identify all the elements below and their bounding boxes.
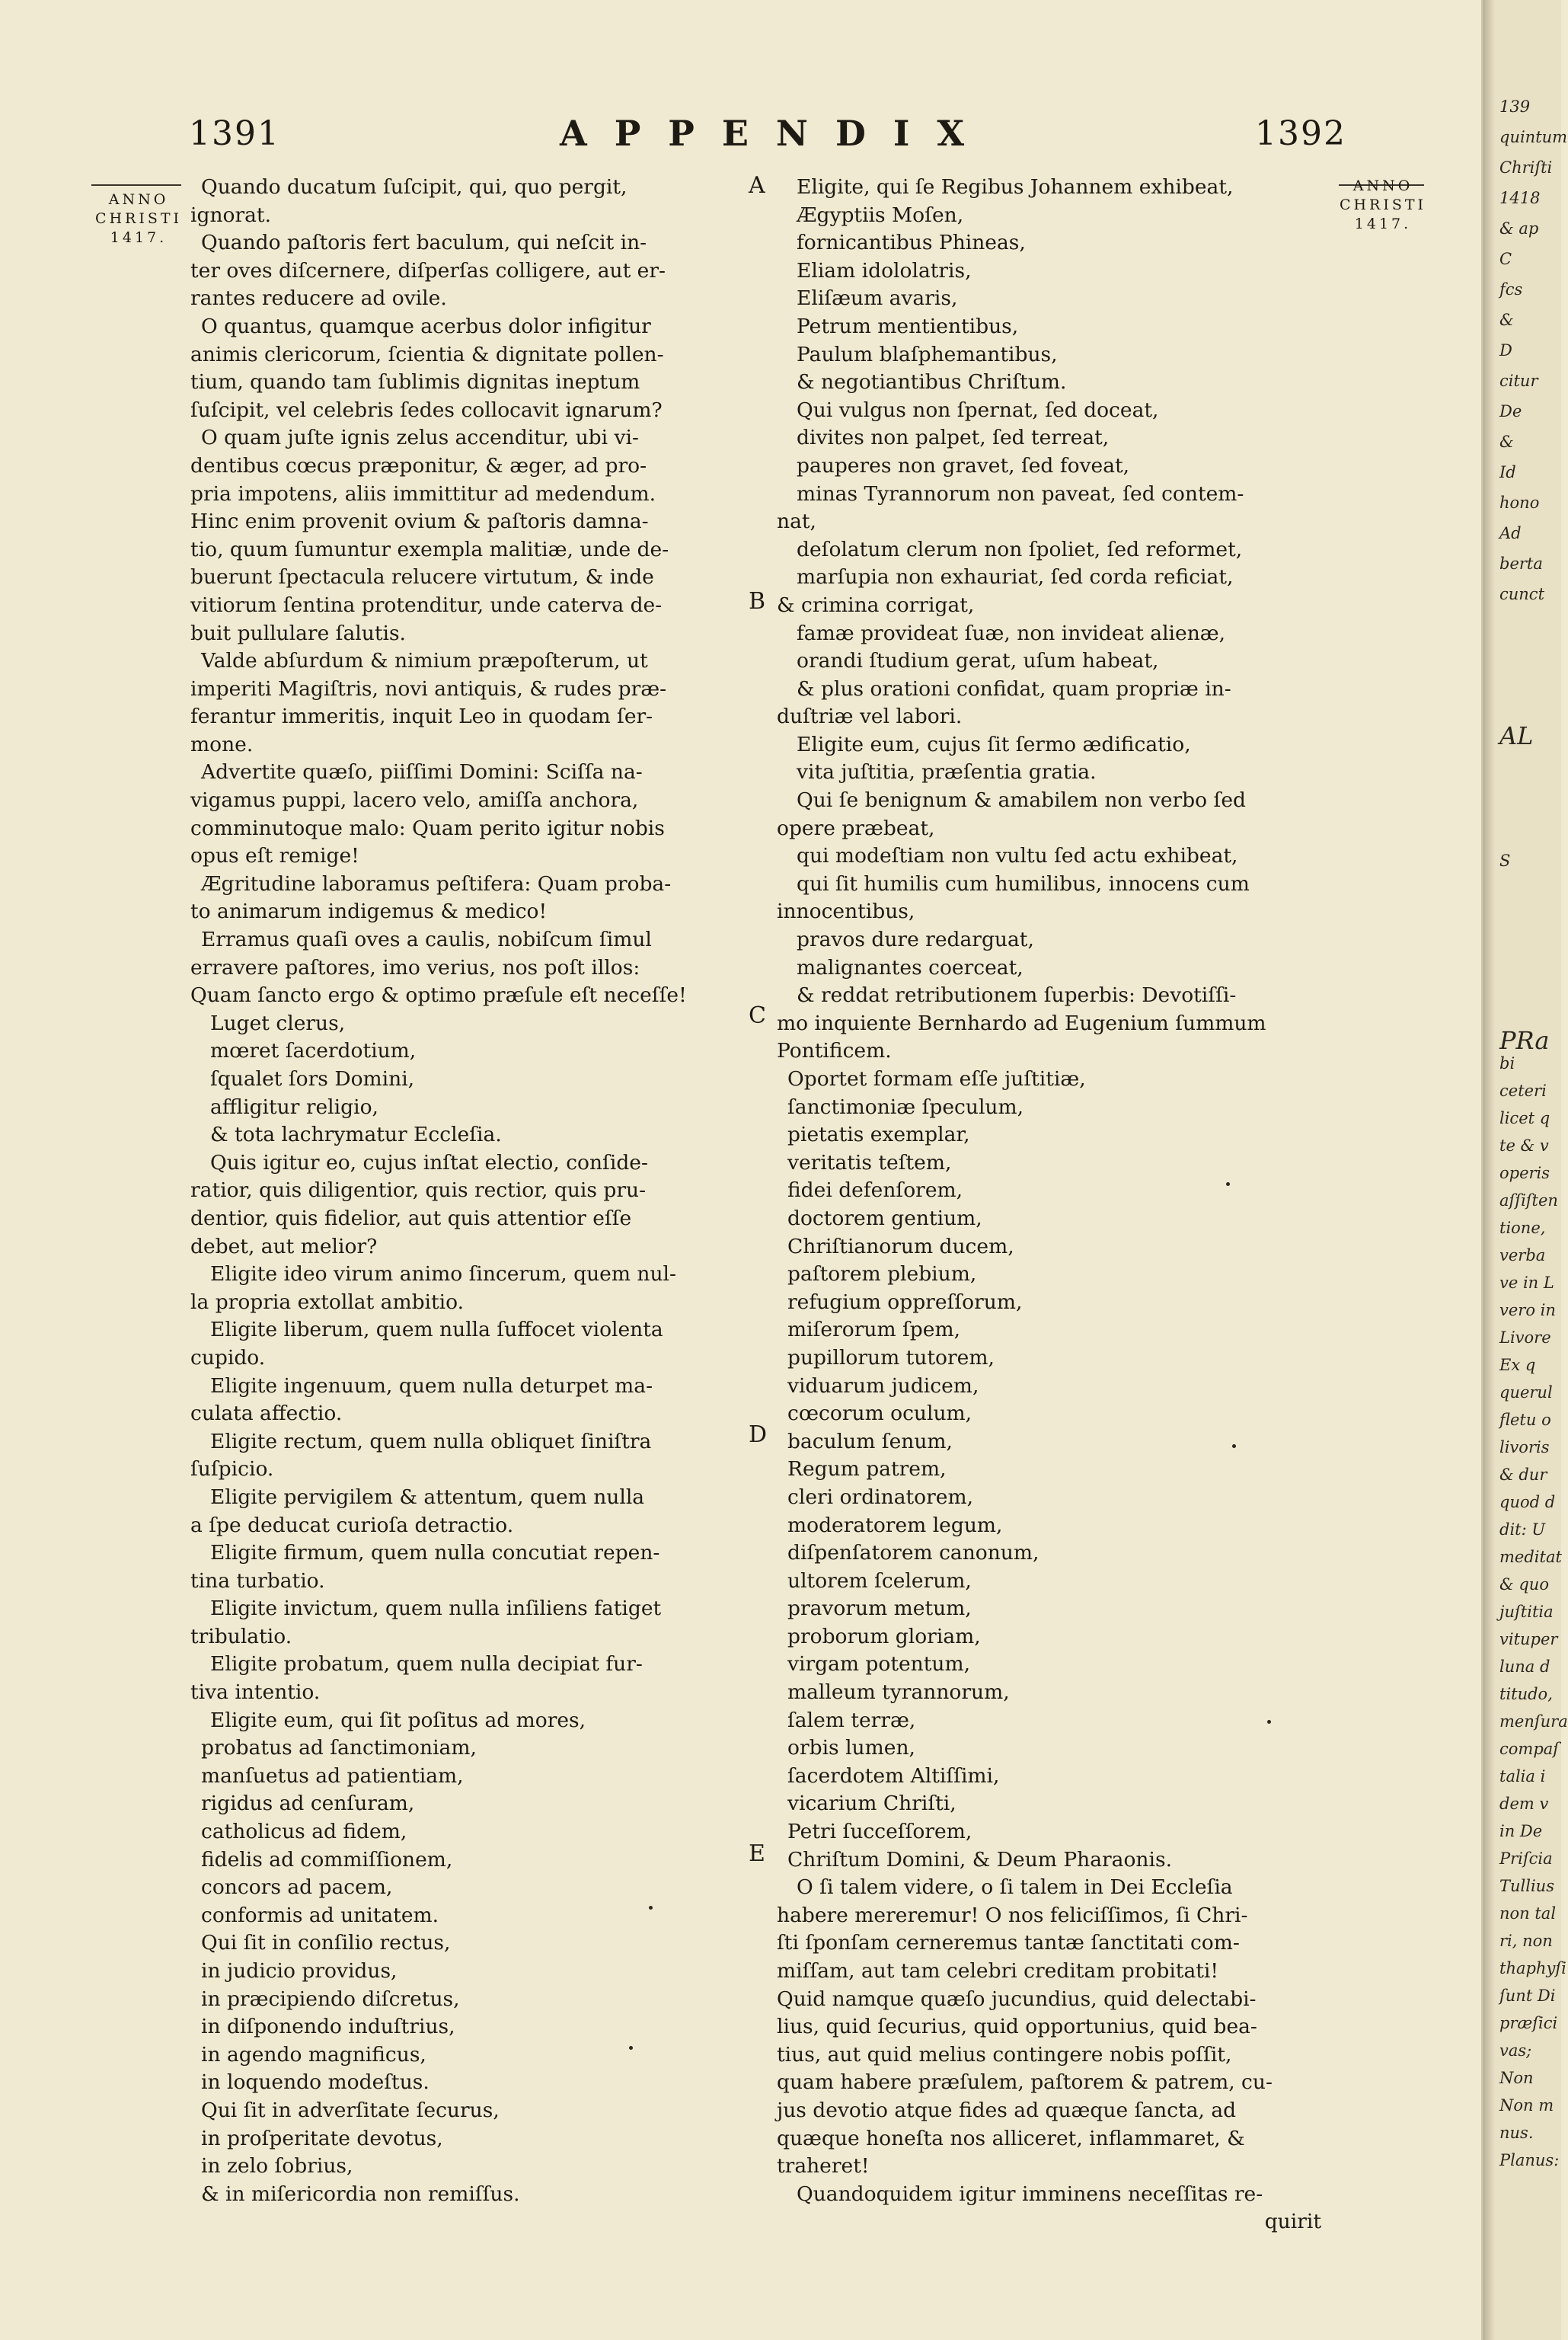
left-column-line: fidelis ad commiſſionem,	[201, 1847, 453, 1872]
text-column-right	[777, 174, 1336, 2236]
left-column-line: ſuſcipit, vel celebris ſedes collocavit ignarum?	[190, 398, 663, 422]
right-column-line: virgam potentum,	[787, 1652, 971, 1677]
left-column-line: Ægritudine laboramus peſtifera: Quam proba-	[201, 871, 672, 896]
left-column-line: in diſponendo induſtrius,	[201, 2015, 455, 2039]
right-column-line: Regum patrem,	[787, 1457, 947, 1482]
right-column-line: quirit	[1264, 2210, 1321, 2234]
next-page-fragment: AL	[1499, 721, 1534, 750]
next-page-fragment: Non m	[1499, 2096, 1554, 2115]
next-page-fragment: & quo	[1499, 1575, 1549, 1594]
text-column-left	[190, 174, 728, 2208]
next-page-fragment: querul	[1499, 1383, 1553, 1402]
binding-gutter	[1483, 0, 1495, 2340]
right-column-line: quam habere præſulem, paſtorem & patrem, cu-	[777, 2070, 1273, 2095]
right-column-line: malignantes coerceat,	[797, 955, 1024, 980]
next-page-fragment: vas;	[1499, 2041, 1532, 2060]
left-column-line: in zelo ſobrius,	[201, 2154, 353, 2179]
next-page-fragment: Non	[1499, 2069, 1534, 2087]
section-letter-a: A	[749, 172, 765, 199]
next-page-fragment: meditat	[1499, 1548, 1562, 1566]
right-column-line: orandi ſtudium gerat, uſum habeat,	[797, 649, 1159, 673]
right-column-line: & reddat retributionem ſuperbis: Devotiſſi-	[797, 983, 1237, 1008]
next-page-fragment: & ap	[1499, 219, 1539, 238]
next-page-fragment: C	[1499, 250, 1512, 268]
left-column-line: Eligite firmum, quem nulla concutiat repen-	[210, 1541, 660, 1565]
next-page-fragment: operis	[1499, 1164, 1550, 1182]
right-column-line: traheret!	[777, 2154, 870, 2179]
year-note-right	[1330, 177, 1436, 234]
next-page-fragment: menſura	[1499, 1712, 1568, 1731]
right-column-line: baculum ſenum,	[787, 1429, 953, 1453]
right-column-line: O ſi talem videre, o ſi talem in Dei Eccleſia	[797, 1875, 1233, 1900]
left-column-line: tio, quum ſumuntur exempla malitiæ, unde de-	[190, 537, 669, 561]
next-page-fragment: luna d	[1499, 1658, 1550, 1676]
left-column-line: mone.	[190, 732, 254, 756]
running-title: APPENDIX	[560, 113, 992, 154]
next-page-fragment: &	[1499, 311, 1514, 329]
year-note-left	[85, 190, 192, 248]
right-column-line: pauperes non gravet, ſed foveat,	[797, 453, 1130, 478]
next-page-fragment: præſici	[1499, 2014, 1558, 2032]
next-page-edge	[1481, 0, 1568, 2340]
right-column-line: famæ provideat ſuæ, non invideat alienæ,	[797, 621, 1226, 645]
left-column-line: la propria extollat ambitio.	[190, 1290, 465, 1314]
ink-spot	[629, 2046, 633, 2050]
year-note-left-christi: CHRISTI	[94, 210, 183, 227]
left-column-line: Qui ſit in adverſitate ſecurus,	[201, 2098, 500, 2122]
right-column-line: innocentibus,	[777, 900, 915, 924]
page-number-right: 1392	[1255, 114, 1346, 153]
right-column-line: diſpenſatorem canonum,	[787, 1541, 1039, 1565]
right-column-line: Chriſtianorum ducem,	[787, 1234, 1014, 1258]
right-column-line: moderatorem legum,	[787, 1513, 1003, 1537]
next-page-fragment: D	[1499, 341, 1512, 360]
left-column-line: Quam ſancto ergo & optimo præſule eſt neceſſe!	[190, 983, 687, 1008]
right-column-line: pupillorum tutorem,	[787, 1345, 995, 1370]
next-page-fragment: berta	[1499, 555, 1543, 573]
left-column-line: ratior, quis diligentior, quis rectior, quis pru-	[190, 1178, 647, 1203]
ink-spot	[649, 1906, 653, 1910]
next-page-fragment: non tal	[1499, 1904, 1557, 1923]
next-page-fragment: Ad	[1499, 524, 1522, 542]
next-page-fragment: Id	[1499, 463, 1516, 481]
left-column-line: ignorat.	[190, 203, 271, 227]
next-page-fragment: dit: U	[1499, 1520, 1546, 1539]
right-column-line: ſanctimoniæ ſpeculum,	[787, 1095, 1024, 1119]
right-column-line: miſerorum ſpem,	[787, 1318, 961, 1342]
left-column-line: pria impotens, aliis immittitur ad medendum.	[190, 481, 656, 506]
left-column-line: rigidus ad cenſuram,	[201, 1792, 415, 1816]
left-column-line: to animarum indigemus & medico!	[190, 900, 548, 924]
next-page-fragment: hono	[1499, 494, 1540, 512]
right-column-line: mo inquiente Bernhardo ad Eugenium ſummum	[777, 1011, 1266, 1035]
next-page-fragment: talia i	[1499, 1767, 1546, 1785]
left-column-line: catholicus ad fidem,	[201, 1820, 407, 1844]
left-column-line: buit pullulare ſalutis.	[190, 621, 406, 645]
next-page-fragment: te & v	[1499, 1136, 1549, 1155]
left-column-line: probatus ad ſanctimoniam,	[201, 1736, 477, 1760]
left-column-line: Quis igitur eo, cujus inſtat electio, conſide-	[210, 1150, 648, 1175]
left-column-line: ſqualet ſors Domini,	[210, 1067, 415, 1091]
left-column-line: Luget clerus,	[210, 1011, 346, 1035]
section-letter-c: C	[749, 1002, 766, 1029]
left-column-line: Eligite ingenuum, quem nulla deturpet ma-	[210, 1373, 653, 1398]
left-column-line: in proſperitate devotus,	[201, 2126, 443, 2150]
right-column-line: Eliam idololatris,	[797, 258, 972, 283]
next-page-fragment: Priſcia	[1499, 1849, 1553, 1868]
left-column-line: Quando ducatum ſuſcipit, qui, quo pergit,	[201, 175, 628, 199]
next-page-fragment: PRa	[1499, 1026, 1550, 1055]
right-column-line: & plus orationi confidat, quam propriæ in-	[797, 676, 1231, 701]
right-column-line: fornicantibus Phineas,	[797, 231, 1026, 255]
left-column-line: Advertite quæſo, piiſſimi Domini: Sciſſa na-	[201, 760, 643, 785]
right-column-line: ultorem ſcelerum,	[787, 1568, 972, 1593]
left-column-line: Valde abſurdum & nimium præpoſterum, ut	[201, 649, 648, 673]
next-page-fragment: juſtitia	[1499, 1603, 1554, 1621]
right-column-line: Eliſæum avaris,	[797, 286, 958, 311]
left-column-line: Eligite liberum, quem nulla ſuffocet violenta	[210, 1318, 663, 1342]
left-column-line: rantes reducere ad ovile.	[190, 286, 447, 311]
left-column-line: imperiti Magiſtris, novi antiquis, & rudes præ-	[190, 676, 667, 701]
next-page-fragment: verba	[1499, 1246, 1546, 1264]
right-column-line: cleri ordinatorem,	[787, 1485, 973, 1509]
left-column-line: Erramus quaſi oves a caulis, nobiſcum ſimul	[201, 928, 652, 952]
next-page-fragment: S	[1499, 852, 1511, 870]
right-column-line: Quandoquidem igitur imminens neceſſitas re-	[797, 2182, 1263, 2206]
next-page-fragment: vituper	[1499, 1630, 1558, 1648]
right-column-line: Oportet formam eſſe juſtitiæ,	[787, 1067, 1086, 1091]
next-page-fragment: Tullius	[1499, 1877, 1554, 1895]
next-page-fragment: dem v	[1499, 1795, 1549, 1813]
left-column-line: vitiorum ſentina protenditur, unde caterva de-	[190, 593, 663, 617]
left-column-line: opus eſt remige!	[190, 844, 359, 868]
left-column-line: in præcipiendo diſcretus,	[201, 1987, 460, 2011]
right-column-line: Eligite eum, cujus ſit ſermo ædificatio,	[797, 732, 1191, 756]
left-column-line: culata affectio.	[190, 1402, 343, 1426]
next-page-fragment: 139	[1499, 98, 1531, 116]
left-column-line: vigamus puppi, lacero velo, amiſſa anchora,	[190, 788, 639, 813]
section-letter-d: D	[749, 1421, 768, 1448]
next-page-fragment: compaſ	[1499, 1740, 1560, 1758]
left-column-line: debet, aut melior?	[190, 1234, 378, 1258]
left-column-line: dentior, quis fidelior, aut quis attentior eſſe	[190, 1206, 632, 1230]
next-page-fragment: Chriſti	[1499, 158, 1553, 177]
next-page-fragment: Planus:	[1499, 2151, 1560, 2169]
right-column-line: & negotiantibus Chriſtum.	[797, 370, 1067, 395]
next-page-fragment: De	[1499, 402, 1522, 420]
right-column-line: Petrum mentientibus,	[797, 314, 1019, 338]
next-page-fragment: livoris	[1499, 1438, 1550, 1456]
left-column-line: O quantus, quamque acerbus dolor infigitur	[201, 314, 651, 338]
ink-spot	[1267, 1720, 1271, 1724]
left-column-line: mœret ſacerdotium,	[210, 1039, 417, 1063]
right-column-line: paſtorem plebium,	[787, 1262, 977, 1287]
margin-rule-left	[91, 184, 181, 186]
right-column-line: Petri ſucceſſorem,	[787, 1820, 972, 1844]
section-letter-b: B	[749, 588, 766, 615]
left-column-line: erravere paſtores, imo verius, nos poſt illos:	[190, 955, 640, 980]
right-column-line: jus devotio atque fides ad quæque ſancta, ad	[777, 2098, 1237, 2122]
next-page-fragment: citur	[1499, 372, 1538, 390]
next-page-fragment: quod d	[1499, 1493, 1556, 1511]
right-column-line: qui modeſtiam non vultu ſed actu exhibeat,	[797, 844, 1238, 868]
right-column-line: ſti ſponſam cerneremus tantæ ſanctitati com-	[777, 1931, 1240, 1955]
next-page-fragment: vero in	[1499, 1301, 1556, 1319]
right-column-line: quæque honeſta nos alliceret, inflammaret, &	[777, 2126, 1245, 2150]
left-column-line: Eligite invictum, quem nulla inſiliens fatiget	[210, 1597, 662, 1621]
right-column-line: Eligite, qui ſe Regibus Johannem exhibeat,	[797, 175, 1234, 199]
next-page-fragment: titudo,	[1499, 1685, 1553, 1703]
left-column-line: in agendo magnificus,	[201, 2042, 426, 2067]
right-column-line: Pontificem.	[777, 1039, 892, 1063]
right-column-line: opere præbeat,	[777, 816, 935, 840]
right-column-line: Chriſtum Domini, & Deum Pharaonis.	[787, 1847, 1173, 1872]
right-column-line: orbis lumen,	[787, 1736, 915, 1760]
right-column-line: Paulum blaſphemantibus,	[797, 342, 1058, 366]
left-column-line: conformis ad unitatem.	[201, 1903, 439, 1927]
right-column-line: minas Tyrannorum non paveat, ſed contem-	[797, 481, 1244, 506]
right-column-line: & crimina corrigat,	[777, 593, 975, 617]
left-column-line: O quam juſte ignis zelus accenditur, ubi vi-	[201, 426, 639, 450]
right-column-line: Quid namque quæſo jucundius, quid delectabi-	[777, 1987, 1257, 2011]
year-note-right-anno: ANNO	[1352, 177, 1413, 194]
right-column-line: deſolatum clerum non ſpoliet, ſed reformet,	[797, 537, 1243, 561]
left-column-line: Eligite rectum, quem nulla obliquet ſiniſtra	[210, 1429, 652, 1453]
right-column-line: vicarium Chriſti,	[787, 1792, 956, 1816]
next-page-fragment: thaphyſi	[1499, 1959, 1566, 1977]
right-column-line: Qui vulgus non ſpernat, ſed doceat,	[797, 398, 1159, 422]
left-column-line: Eligite ideo virum animo ſincerum, quem nul-	[210, 1262, 676, 1287]
left-column-line: Eligite eum, qui ſit poſitus ad mores,	[210, 1708, 586, 1732]
next-page-fragment: bi	[1499, 1054, 1515, 1072]
left-column-line: a ſpe deducat curioſa detractio.	[190, 1513, 514, 1537]
right-column-line: duſtriæ vel labori.	[777, 705, 963, 729]
right-column-line: miſſam, aut tam celebri creditam probitati!	[777, 1959, 1219, 1983]
right-column-line: ſacerdotem Altiſſimi,	[787, 1763, 1000, 1788]
year-note-right-year: 1417.	[1354, 216, 1412, 232]
left-column-line: animis clericorum, ſcientia & dignitate pollen-	[190, 342, 664, 366]
next-page-fragment: fcs	[1499, 280, 1523, 299]
right-column-line: Qui ſe benignum & amabilem non verbo ſed	[797, 788, 1246, 813]
right-column-line: pravos dure redarguat,	[797, 928, 1034, 952]
right-column-line: divites non palpet, ſed terreat,	[797, 426, 1110, 450]
right-column-line: fidei defenſorem,	[787, 1178, 963, 1203]
left-column-line: cupido.	[190, 1345, 266, 1370]
next-page-fragment: aſſiſten	[1499, 1191, 1558, 1210]
left-column-line: affligitur religio,	[210, 1095, 378, 1119]
next-page-fragment: &	[1499, 433, 1514, 451]
page-number-left: 1391	[189, 114, 280, 153]
right-column-line: doctorem gentium,	[787, 1206, 982, 1230]
right-column-line: habere mereremur! O nos feliciſſimos, ſi Chri-	[777, 1903, 1248, 1927]
next-page-fragment: licet q	[1499, 1109, 1550, 1127]
left-column-line: Quando paſtoris fert baculum, qui neſcit in-	[201, 231, 647, 255]
next-page-fragment: ſunt Di	[1499, 1987, 1556, 2005]
right-column-line: cœcorum oculum,	[787, 1402, 972, 1426]
next-page-fragment: 1418	[1499, 189, 1541, 207]
left-column-line: buerunt ſpectacula relucere virtutum, & inde	[190, 565, 654, 590]
next-page-fragment: quintum	[1499, 128, 1568, 146]
right-column-line: viduarum judicem,	[787, 1373, 979, 1398]
right-column-line: lius, quid ſecurius, quid opportunius, quid bea-	[777, 2015, 1257, 2039]
right-column-line: qui ſit humilis cum humilibus, innocens cum	[797, 871, 1250, 896]
section-letter-e: E	[749, 1840, 765, 1867]
right-column-line: refugium oppreſſorum,	[787, 1290, 1023, 1314]
left-column-line: tiva intentio.	[190, 1680, 321, 1705]
left-column-line: dentibus cœcus præponitur, & æger, ad pro-	[190, 453, 647, 478]
right-column-line: ſalem terræ,	[787, 1708, 916, 1732]
next-page-fragment: ceteri	[1499, 1082, 1547, 1100]
next-page-fragment: cunct	[1499, 585, 1545, 603]
left-column-line: tina turbatio.	[190, 1568, 325, 1593]
year-note-right-christi: CHRISTI	[1339, 197, 1427, 213]
right-column-line: tius, aut quid melius contingere nobis poſſit,	[777, 2042, 1232, 2067]
left-column-line: Eligite pervigilem & attentum, quem nulla	[210, 1485, 645, 1509]
next-page-fragment: Livore	[1499, 1328, 1551, 1347]
next-page-fragment: ve in L	[1499, 1274, 1554, 1292]
right-column-line: pravorum metum,	[787, 1597, 972, 1621]
left-column-line: tribulatio.	[190, 1624, 292, 1648]
left-column-line: Hinc enim provenit ovium & paſtoris damna-	[190, 510, 649, 534]
next-page-fragment: nus.	[1499, 2124, 1534, 2142]
left-column-line: Qui ſit in conſilio rectus,	[201, 1931, 451, 1955]
right-column-line: Ægyptiis Moſen,	[797, 203, 964, 227]
left-column-line: manſuetus ad patientiam,	[201, 1763, 464, 1788]
year-note-left-anno: ANNO	[108, 191, 169, 208]
right-column-line: malleum tyrannorum,	[787, 1680, 1010, 1705]
left-column-line: Eligite probatum, quem nulla decipiat fur-	[210, 1652, 643, 1677]
ink-spot	[1232, 1444, 1236, 1448]
right-column-line: vita juſtitia, præſentia gratia.	[797, 760, 1097, 785]
year-note-left-year: 1417.	[110, 229, 168, 246]
left-column-line: in judicio providus,	[201, 1959, 398, 1983]
right-column-line: pietatis exemplar,	[787, 1123, 970, 1147]
left-column-line: ter oves diſcernere, diſperſas colligere, aut er-	[190, 258, 666, 283]
next-page-fragment: in De	[1499, 1822, 1543, 1840]
next-page-fragment: & dur	[1499, 1466, 1547, 1484]
next-page-fragment: fletu o	[1499, 1411, 1551, 1429]
right-column-line: nat,	[777, 510, 816, 534]
ink-spot	[1226, 1182, 1230, 1186]
left-column-line: tium, quando tam ſublimis dignitas ineptum	[190, 370, 640, 395]
right-column-line: veritatis teſtem,	[787, 1150, 952, 1175]
left-column-line: comminutoque malo: Quam perito igitur nobis	[190, 816, 665, 840]
left-column-line: & in miſericordia non remiſſus.	[201, 2182, 520, 2206]
left-column-line: & tota lachrymatur Eccleſia.	[210, 1123, 502, 1147]
left-column-line: concors ad pacem,	[201, 1875, 393, 1900]
left-column-line: in loquendo modeſtus.	[201, 2070, 430, 2095]
right-column-line: proborum gloriam,	[787, 1624, 981, 1648]
left-column-line: ferantur immeritis, inquit Leo in quodam ſer-	[190, 705, 653, 729]
left-column-line: ſuſpicio.	[190, 1457, 274, 1482]
right-column-line: marſupia non exhauriat, ſed corda reficiat,	[797, 565, 1234, 590]
next-page-fragment: tione,	[1499, 1219, 1546, 1237]
next-page-fragment: Ex q	[1499, 1356, 1536, 1374]
next-page-fragment: ri, non	[1499, 1932, 1553, 1950]
